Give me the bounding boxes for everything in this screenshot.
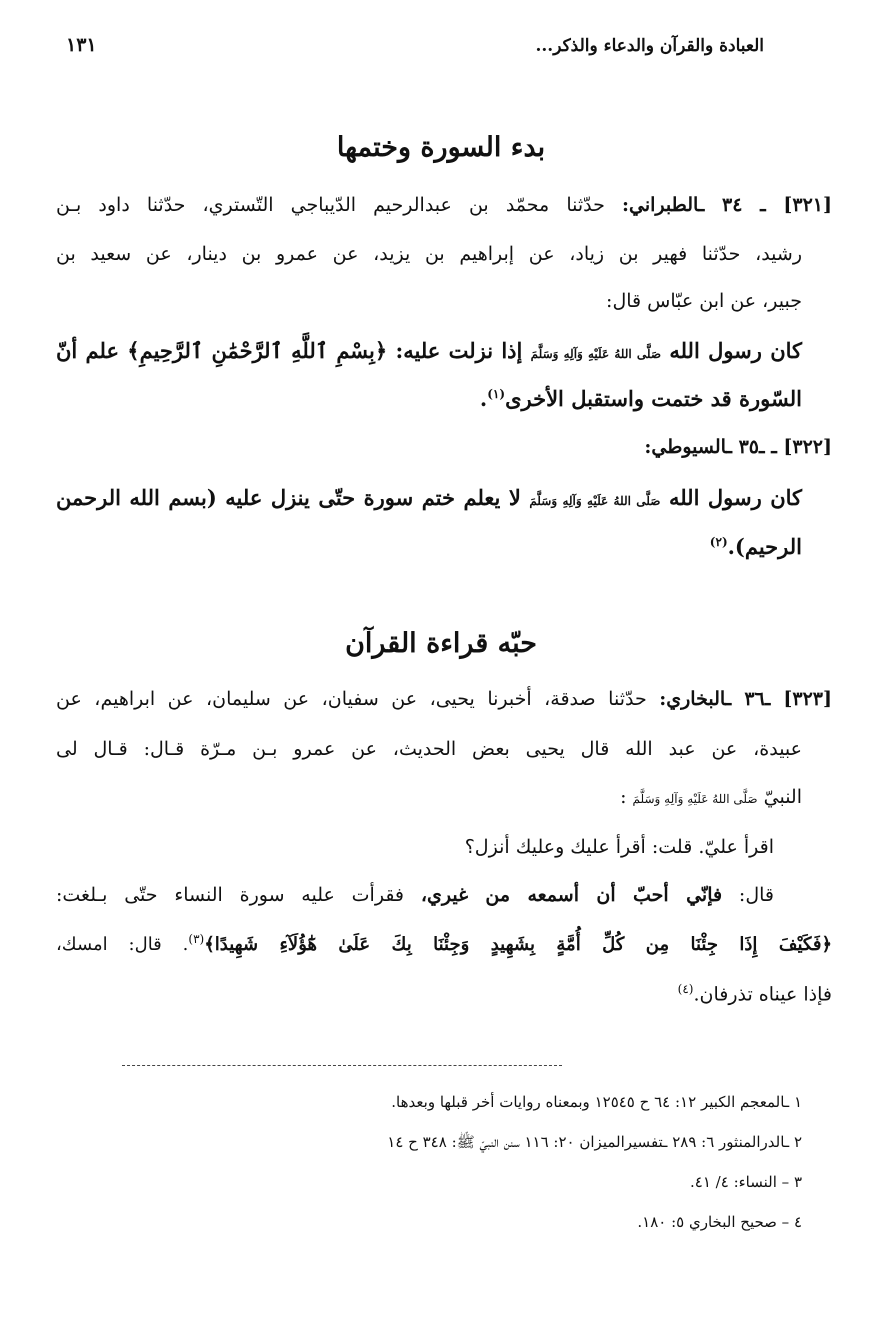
entry-321-text: حدّثنا محمّد بن عبدالرحيم الدّيباجي التّستري، حدّثنا داود بـن [56,194,605,216]
hadith-323-last [678,982,832,1005]
footnote-2: ٢ ـالدرالمنثور ٦: ٢٨٩ ـتفسيرالميزان ٢٠: ١١٦ سنن النبيّ ﷺ: ٣٤٨ ح ١٤ [387,1133,802,1151]
entry-322-line-1 [644,436,832,458]
hadith-323-line-2 [56,884,774,906]
salawat-mark: صَلَّى اللهُ عَلَيْهِ وَآلِهِ وَسَلَّمَ [530,347,662,361]
salawat-mark: صَلَّى اللهُ عَلَيْهِ وَآلِهِ وَسَلَّمَ [529,494,661,508]
footnote-ref-2: (٢) [709,535,728,549]
entry-323-colon: : [620,786,627,808]
entry-321-line-2: رشيد، حدّثنا فهير بن زياد، عن إبراهيم بن يزيد، عن عمرو بن دينار، عن سعيد بن [56,243,802,265]
footnote-4: ٤ – صحيح البخاري ٥: ١٨٠. [637,1213,802,1231]
salawat-mark: صَلَّى اللهُ عَلَيْهِ وَآلِهِ وَسَلَّمَ [632,792,758,806]
footnote-1: ١ ـالمعجم الكبير ١٢: ٦٤ ح ١٢٥٤٥ وبمعناه روايات أخر قبلها وبعدها. [391,1093,802,1111]
hadith-323-rest: فقرأت عليه سورة النساء حتّى بـلغت: [56,884,405,906]
footnote-ref-3: (٣) [188,932,205,946]
entry-323-prophet: النبيّ [763,786,802,808]
hadith-322-line-1 [56,485,802,510]
section-title-1: بدء السورة وختمها [336,132,546,163]
hadith-323-qala: قال: [738,884,774,906]
entry-323-line-3 [620,786,802,808]
section-title-2: حبّه قراءة القرآن [345,628,537,659]
entry-321-ref: [٣٢١] ـ ٣٤ ـالطبراني: [621,194,832,216]
hadith-321-line-1 [56,338,802,363]
hadith-321-line-2: السّورة قد ختمت واستقبل الأخرى$^{(١)}$. [479,386,802,411]
footnote-ref-1: (١) [487,387,506,401]
entry-321-line-3: جبير، عن ابن عبّاس قال: [606,290,802,312]
entry-322-ref: [٣٢٢] ـ ـ٣٥ ـالسيوطي: [644,436,832,458]
quran-verse-line [56,932,832,955]
entry-323-line-1 [56,688,832,710]
hadith-322-line-2 [710,534,802,559]
hadith-321-start: كان رسول الله [669,338,803,363]
hadith-323-quote: فإنّي أحبّ أن أسمعه من غيري، [420,884,723,906]
hadith-322-end: الرحيم). [727,534,802,559]
running-head: العبادة والقرآن والدعاء والذكر... [535,36,764,56]
page-number: ١٣١ [66,34,97,56]
footnote-divider [122,1065,562,1066]
entry-323-ref: [٣٢٣] ـ٣٦ ـالبخاري: [659,688,833,710]
footnote-ref-4: (٤) [677,982,694,996]
hadith-321-end: السّورة قد ختمت واستقبل الأخرى [505,386,802,411]
quran-verse: ﴿فَكَيْفَ إِذَا جِئْنَا مِن كُلِّ أُمَّةٍ بِشَهِيدٍ وَجِئْنَا بِكَ عَلَىٰ هَٰٓؤُلَآءِ شَهِيدًا﴾ [204,934,833,955]
hadith-321-rest: إذا نزلت عليه: ﴿بِسْمِ ٱللَّهِ ٱلرَّحْمَٰنِ ٱلرَّحِيمِ﴾ علم أنّ [56,338,523,363]
entry-321-line-1 [56,194,832,216]
entry-323-line-2: عبيدة، عن عبد الله قال يحيى بعض الحديث، عن عمرو بـن مـرّة قـال: قـال لى [56,738,802,760]
hadith-322-rest: لا يعلم ختم سورة حتّى ينزل عليه (بسم الله الرحمن [56,485,521,510]
hadith-323-line-1: اقرأ عليّ. قلت: أقرأ عليك وعليك أنزل؟ [464,836,774,858]
footnote-3: ٣ – النساء: ٤/ ٤١. [690,1173,802,1191]
verse-after: . قال: امسك، [56,934,189,955]
entry-323-text: حدّثنا صدقة، أخبرنا يحيى، عن سفيان، عن سليمان، عن ابراهيم، عن [56,688,647,710]
hadith-323-ending: فإذا عيناه تذرفان. [693,983,832,1006]
hadith-322-start: كان رسول الله [668,485,803,510]
